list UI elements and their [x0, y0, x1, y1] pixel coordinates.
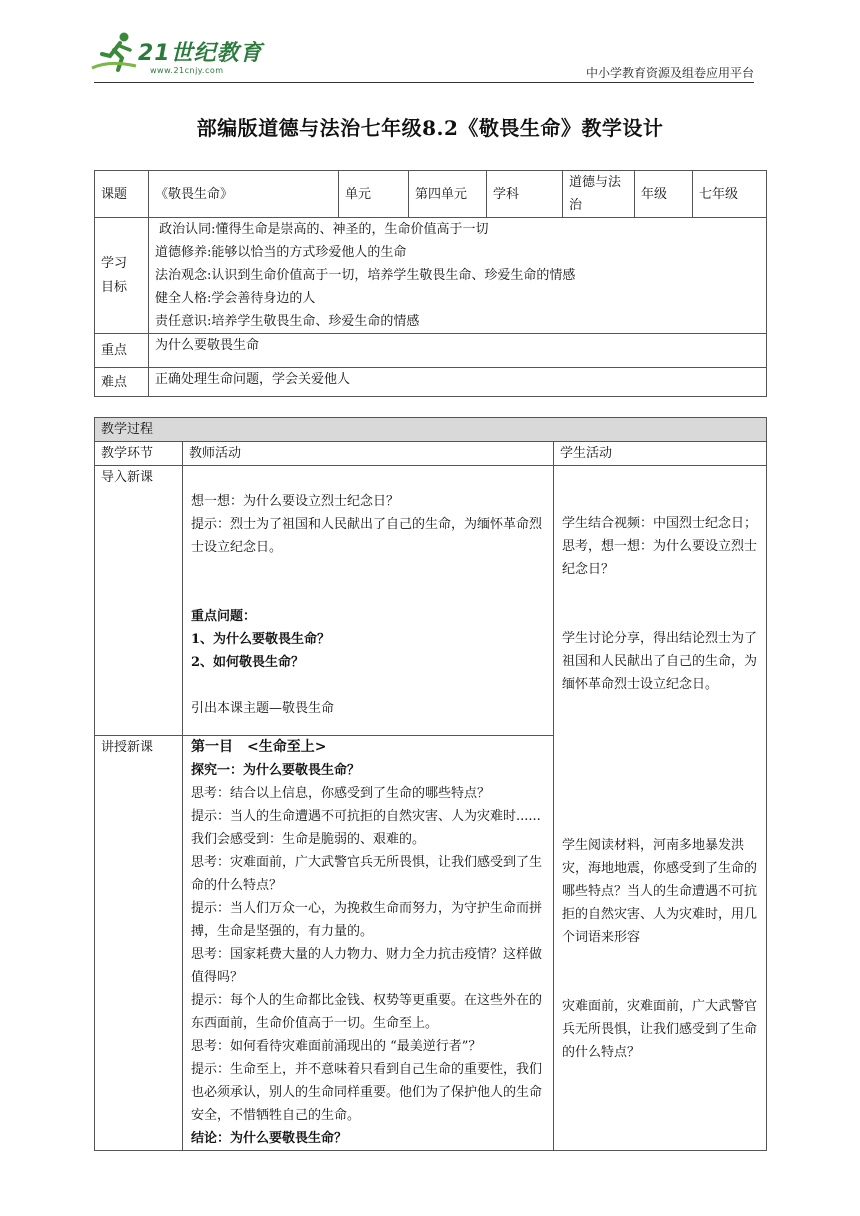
difficult-value: 正确处理生命问题，学会关爱他人: [149, 368, 767, 397]
key-label: 重点: [95, 334, 149, 368]
header-divider: [94, 82, 754, 83]
student-cell: [554, 466, 767, 1151]
intro-lead: 引出本课主题—敬畏生命: [191, 701, 335, 716]
intro-student-2: 学生讨论分享，得出结论烈士为了祖国和人民献出了自己的生命，为缅怀革命烈士设立纪念日。: [562, 631, 758, 692]
lecture-line: 提示：当人们万众一心，为挽救生命而努力，为守护生命而拼搏，生命是坚强的，有力量的。: [191, 901, 543, 939]
intro-teacher-cell: [183, 466, 554, 736]
goal-item: 健全人格:学会善待身边的人: [155, 291, 316, 306]
lecture-student-2: 灾难面前，灾难面前，广大武警官兵无所畏惧，让我们感受到了生命的什么特点？: [562, 999, 758, 1060]
unit-value: 第四单元: [409, 171, 487, 218]
explore-title: 探究一：为什么要敬畏生命？: [191, 763, 361, 778]
conclusion: 结论：为什么要敬畏生命？: [191, 1131, 348, 1146]
intro-student-1: 学生结合视频：中国烈士纪念日；思考，想一想：为什么要设立烈士纪念日？: [562, 516, 758, 577]
col-student: 学生活动: [554, 442, 767, 466]
grade-label: 年级: [635, 171, 693, 218]
lecture-stage: 讲授新课: [95, 736, 183, 1151]
goal-item: 政治认同:懂得生命是崇高的、神圣的，生命价值高于一切: [155, 222, 489, 237]
goal-item: 法治观念:认识到生命价值高于一切，培养学生敬畏生命、珍爱生命的情感: [155, 268, 576, 283]
process-heading: 教学过程: [95, 418, 767, 442]
logo-text: 21世纪教育: [138, 41, 263, 66]
key-value: 为什么要敬畏生命: [149, 334, 767, 368]
page-header: [0, 0, 860, 90]
goals-label-text: 学习目标: [101, 255, 128, 295]
unit-label: 单元: [339, 171, 409, 218]
course-value: 《敬畏生命》: [149, 171, 339, 218]
grade-value: 七年级: [693, 171, 767, 218]
subject-label: 学科: [487, 171, 563, 218]
col-teacher: 教师活动: [183, 442, 554, 466]
key-question-1: 1、为什么要敬畏生命？: [191, 632, 331, 647]
lecture-line: 思考：结合以上信息，你感受到了生命的哪些特点？: [191, 786, 491, 801]
runner-logo-icon: [90, 30, 140, 76]
lecture-teacher-cell: [183, 736, 554, 1151]
logo-url: www.21cnjy.com: [150, 66, 224, 75]
key-question-2: 2、如何敬畏生命？: [191, 655, 305, 670]
lecture-line: 思考：国家耗费大量的人力物力、财力全力抗击疫情？这样做值得吗？: [191, 947, 543, 985]
platform-name: 中小学教育资源及组卷应用平台: [585, 66, 754, 80]
lecture-student-1: 学生阅读材料，河南多地暴发洪灾，海地地震，你感受到了生命的哪些特点？当人的生命遭遇不可抗拒的自然灾害、人为灾难时，用几个词语来形容: [562, 838, 758, 945]
key-questions-title: 重点问题：: [191, 609, 257, 624]
lecture-line: 思考：如何看待灾难面前涌现出的 “最美逆行者”？: [191, 1039, 482, 1054]
lecture-line: 提示：当人的生命遭遇不可抗拒的自然灾害、人为灾难时...... 我们会感受到：生命是脆弱的、艰难的。: [191, 809, 541, 847]
goals-label: [95, 218, 149, 334]
intro-think: 想一想：为什么要设立烈士纪念日？: [191, 494, 400, 509]
lecture-line: 提示：生命至上，并不意味着只看到自己生命的重要性，我们也必须承认，别人的生命同样重要。他们为了保护他人的生命安全，不惜牺牲自己的生命。: [191, 1062, 543, 1123]
process-table: [94, 417, 767, 1151]
col-stage: 教学环节: [95, 442, 183, 466]
page-title: 部编版道德与法治七年级8.2《敬畏生命》教学设计: [196, 116, 664, 140]
lecture-line: 提示：每个人的生命都比金钱、权势等更重要。在这些外在的东西面前，生命价值高于一切。生命至上。: [191, 993, 543, 1031]
logo: [90, 30, 270, 80]
goals-list: [149, 218, 767, 334]
info-table: [94, 170, 767, 397]
section-title: 第一目 <生命至上>: [191, 739, 327, 755]
course-label: 课题: [95, 171, 149, 218]
intro-stage: 导入新课: [95, 466, 183, 736]
goal-item: 道德修养:能够以恰当的方式珍爱他人的生命: [155, 245, 407, 260]
lecture-line: 思考：灾难面前，广大武警官兵无所畏惧，让我们感受到了生命的什么特点？: [191, 855, 543, 893]
difficult-label: 难点: [95, 368, 149, 397]
goal-item: 责任意识:培养学生敬畏生命、珍爱生命的情感: [155, 314, 420, 329]
subject-value: 道德与法治: [563, 171, 635, 218]
intro-hint: 提示：烈士为了祖国和人民献出了自己的生命，为缅怀革命烈士设立纪念日。: [191, 517, 543, 555]
